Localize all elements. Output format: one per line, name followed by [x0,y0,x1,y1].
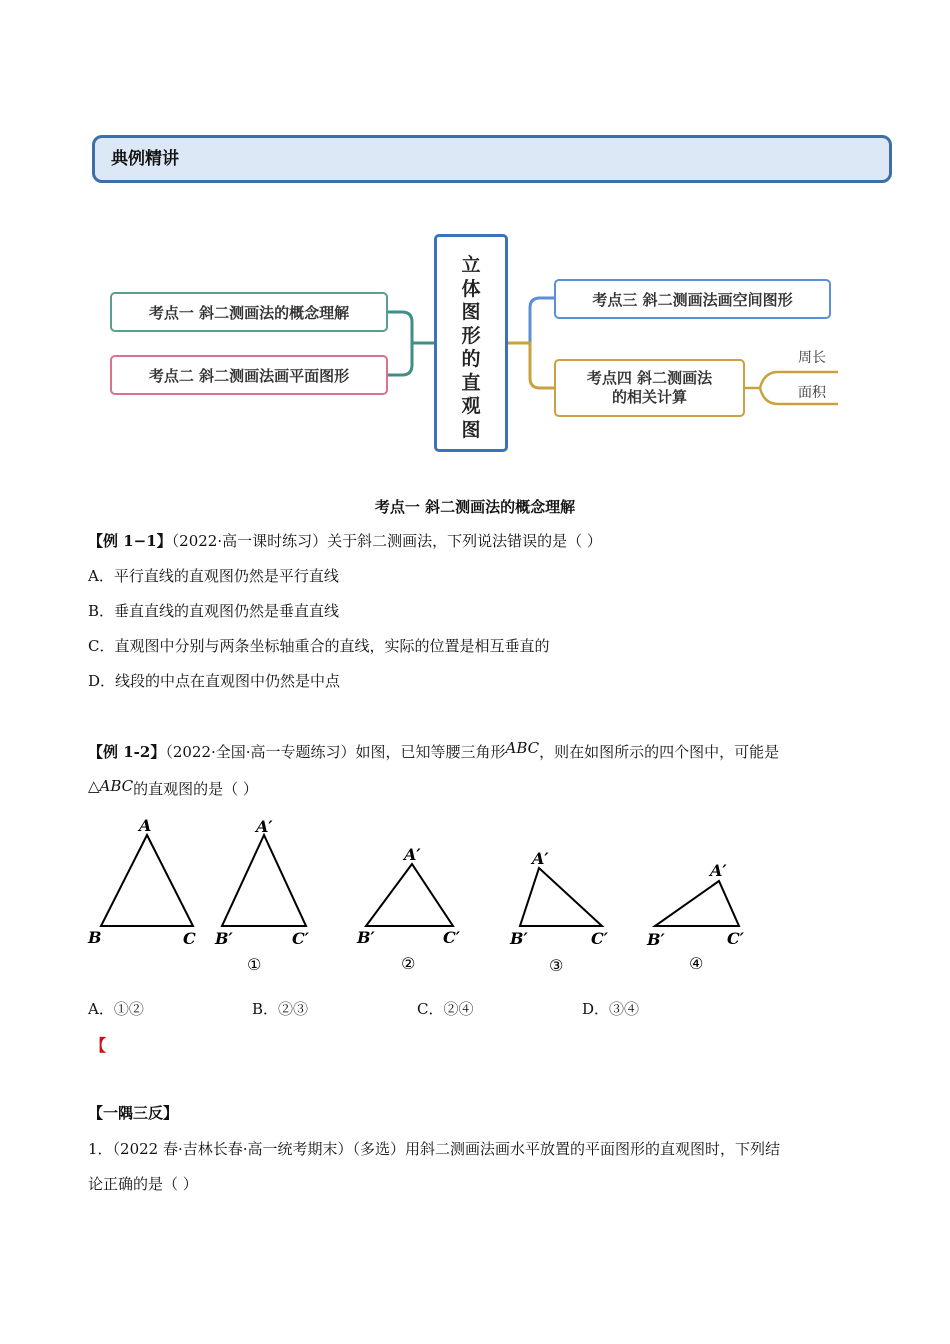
center-char: 立 [461,254,481,276]
triangle-original [101,835,193,926]
topic1-heading: 考点一 斜二测画法的概念理解 [374,498,576,516]
label-a: A [139,816,152,835]
mindmap-node-topic1 [110,292,388,332]
option-d: D．③④ [582,1000,640,1018]
practice-heading: 【一隅三反】 [88,1104,179,1122]
mindmap-node-topic3 [554,279,831,319]
node-label: 考点三 斜二测画法画空间图形 [592,290,793,309]
example-1-2-stem [88,741,779,762]
label-b-prime: B′ [510,929,528,948]
label-a-prime: A′ [256,817,273,836]
node-label: 考点一 斜二测画法的概念理解 [148,303,350,322]
label-b: B [88,928,102,947]
practice-question-1-line2: 论正确的是（ ） [88,1175,198,1193]
caption-1: ① [247,955,262,974]
center-char: 体 [461,277,481,300]
label-c-prime: C′ [443,928,460,947]
caption-4: ④ [689,954,704,973]
example-label: 【例 1−1】 [88,532,172,550]
connector-right-top [508,298,554,343]
center-char: 直 [461,371,481,394]
answer-mark: 【 [90,1036,107,1055]
caption-2: ② [401,954,416,973]
example-text: （2022·全国·高一专题练习）如图，已知等腰三角形 [165,743,506,761]
mindmap-leaf-perimeter: 周长 [798,350,826,366]
math-triangle-abc: △ABC [88,777,134,795]
center-char: 图 [461,301,481,323]
connector-left [388,312,434,375]
section-title: 典例精讲 [111,149,179,169]
math-abc: ABC [505,739,540,757]
label-b-prime: B′ [357,928,375,947]
triangle-option-3 [520,868,602,926]
option-c: C．直观图中分别与两条坐标轴重合的直线，实际的位置是相互垂直的 [88,637,550,655]
label-b-prime: B′ [215,929,233,948]
label-c-prime: C′ [591,929,608,948]
example-label: 【例 1-2】 [88,743,166,761]
practice-question-1: 1．（2022 春·吉林长春·高一统考期末）（多选）用斜二测画法画水平放置的平面图形的直观图时，下列结 [88,1140,781,1158]
label-b-prime: B′ [647,930,665,949]
example-1-2-stem-line2 [88,778,258,799]
triangle-option-1 [222,835,306,926]
option-b: B．②③ [252,1000,309,1018]
mindmap-leaf-area: 面积 [798,385,826,401]
node-label: 考点四 斜二测画法 [586,369,713,387]
node-label: 考点二 斜二测画法画平面图形 [148,366,350,385]
option-c: C．②④ [417,1000,474,1018]
label-c-prime: C′ [727,929,744,948]
label-a-prime: A′ [532,849,549,868]
mindmap-center-node [434,234,508,452]
label-c: C [183,929,196,948]
triangle-option-2 [366,864,453,926]
center-char: 的 [461,348,481,370]
triangles-figure [0,810,950,980]
example-1-1-stem [88,530,602,551]
center-char: 形 [461,324,481,347]
connector-right-bottom [508,343,554,388]
option-a: A．平行直线的直观图仍然是平行直线 [88,567,339,585]
center-char: 图 [461,418,481,441]
center-char: 观 [461,395,481,417]
label-a-prime: A′ [404,845,421,864]
example-text: 的直观图的是（ ） [133,780,258,798]
caption-3: ③ [549,956,564,975]
label-a-prime: A′ [710,861,727,880]
example-text: ，则在如图所示的四个图中，可能是 [539,743,780,761]
mindmap-node-topic4 [554,359,745,417]
node-label: 的相关计算 [611,388,687,406]
triangle-option-4 [655,881,739,926]
option-d: D．线段的中点在直观图中仍然是中点 [88,672,341,690]
option-b: B．垂直直线的直观图仍然是垂直直线 [88,602,340,620]
mindmap-node-topic2 [110,355,388,395]
label-c-prime: C′ [292,929,309,948]
option-a: A．①② [88,1000,144,1018]
example-text: （2022·高一课时练习）关于斜二测画法，下列说法错误的是（ ） [171,532,602,550]
